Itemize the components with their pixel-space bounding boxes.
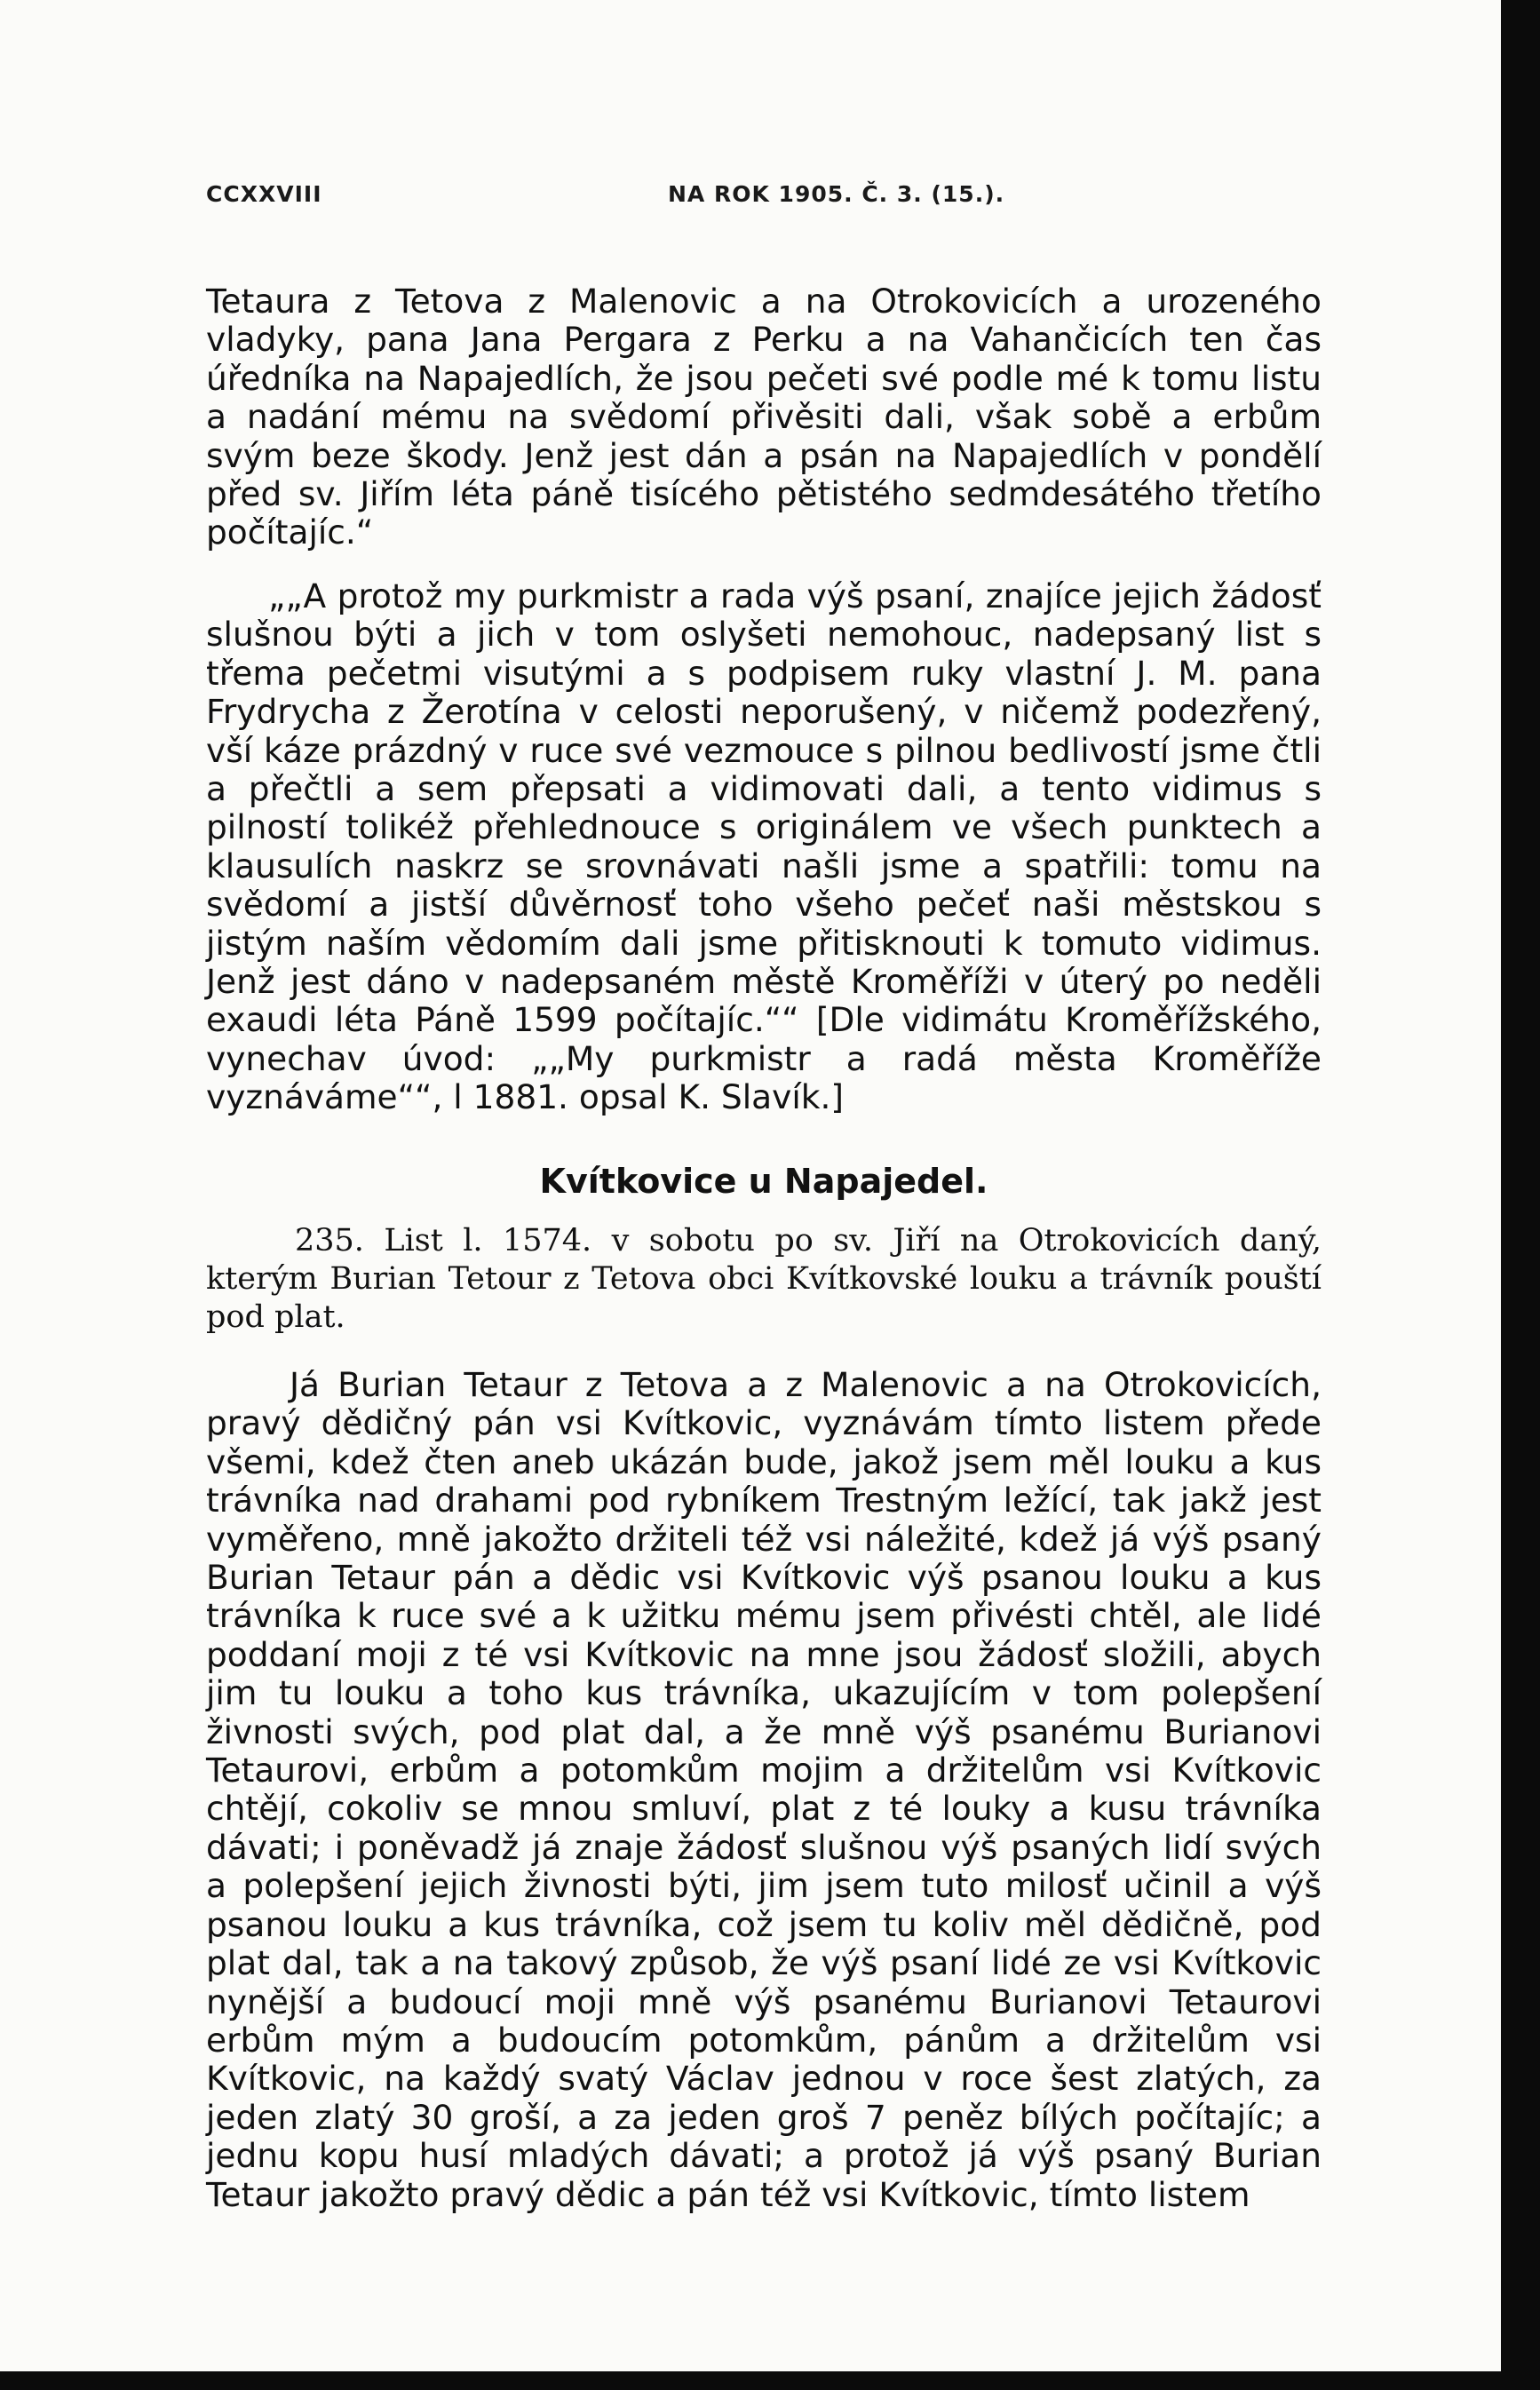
page-numeral: CCXXVIII <box>206 181 322 207</box>
running-title: NA ROK 1905. Č. 3. (15.). <box>668 181 1005 207</box>
entry-heading: 235. List l. 1574. v sobotu po sv. Jiří na Otrokovicích daný, kterým Burian Tetour z Tetova obci Kvítkovské louku a trávník pouští pod plat. <box>206 1223 1322 1335</box>
section-title: Kvítkovice u Napajedel. <box>539 1162 988 1201</box>
paragraph-2: „„A protož my purkmistr a rada výš psaní, znajíce jejich žádosť slušnou býti a jich v tom oslyšeti nemohouc, nadepsaný list s třema pečetmi visutými a s podpisem ruky vlastní J. M. pana Frydrycha z Žerotína v celosti neporušený, v ničemž podezřený, vší káze prázdný v ruce své vezmouce s pilnou bedlivostí jsme čtli a přečtli a sem přepsati a vidimovati dali, a tento vidimus s pilností tolikéž přehlednouce s originálem ve všech punktech a klausulích naskrz se srovnávati našli jsme a spatřili: tomu na svědomí a jistší důvěrnosť toho všeho pečeť naši městskou s jistým naším vědomím dali jsme přitisknouti k tomuto vidimus. Jenž jest dáno v nadepsaném městě Kroměříži v úterý po neděli exaudi léta Páně 1599 počítajíc.““ [Dle vidimátu Kroměřížského, vynechav úvod: „„My purkmistr a radá města Kroměříže vyznáváme““, l 1881. opsal K. Slavík.] <box>206 576 1322 1117</box>
paragraph-1: Tetaura z Tetova z Malenovic a na Otrokovicích a urozeného vladyky, pana Jana Pergara z Perku a na Vahančicích ten čas úředníka na Napajedlích, že jsou pečeti své podle mé k tomu listu a nadání mému na svědomí přivěsiti dali, však sobě a erbům svým beze škody. Jenž jest dán a psán na Napajedlích v pondělí před sv. Jiřím léta páně tisícého pětistého sedmdesátého třetího počítajíc.“ <box>206 282 1322 552</box>
running-header <box>206 181 1005 217</box>
paragraph-3: Já Burian Tetaur z Tetova a z Malenovic a na Otrokovicích, pravý dědičný pán vsi Kvítkovic, vyznávám tímto listem přede všemi, kdež čten aneb ukázán bude, jakož jsem měl louku a kus trávníka nad drahami pod rybníkem Trestným ležící, tak jakž jest vyměřeno, mně jakožto držiteli též vsi náležité, kdež já výš psaný Burian Tetaur pán a dědic vsi Kvítkovic výš psanou louku a kus trávníka k ruce své a k užitku mému jsem přivésti chtěl, ale lidé poddaní moji z té vsi Kvítkovic na mne jsou žádosť složili, abych jim tu louku a toho kus trávníka, ukazujícím v tom polepšení živnosti svých, pod plat dal, a že mně výš psanému Burianovi Tetaurovi, erbům a potomkům mojim a držitelům vsi Kvítkovic chtějí, cokoliv se mnou smluví, plat z té louky a kusu trávníka dávati; i poněvadž já znaje žádosť slušnou výš psaných lidí svých a polepšení jejich živnosti býti, jim jsem tuto milosť učinil a výš psanou louku a kus trávníka, což jsem tu koliv měl dědičně, pod plat dal, tak a na takový způsob, že výš psaní lidé ze vsi Kvítkovic nynější a budoucí moji mně výš psanému Burianovi Tetaurovi erbům mým a budoucím potomkům, pánům a držitelům vsi Kvítkovic, na každý svatý Václav jednou v roce šest zlatých, za jeden zlatý 30 groší, a za jeden groš 7 peněz bílých počítajíc; a jednu kopu husí mladých dávati; a protož já výš psaný Burian Tetaur jakožto pravý dědic a pán též vsi Kvítkovic, tímto listem <box>206 1365 1322 2214</box>
